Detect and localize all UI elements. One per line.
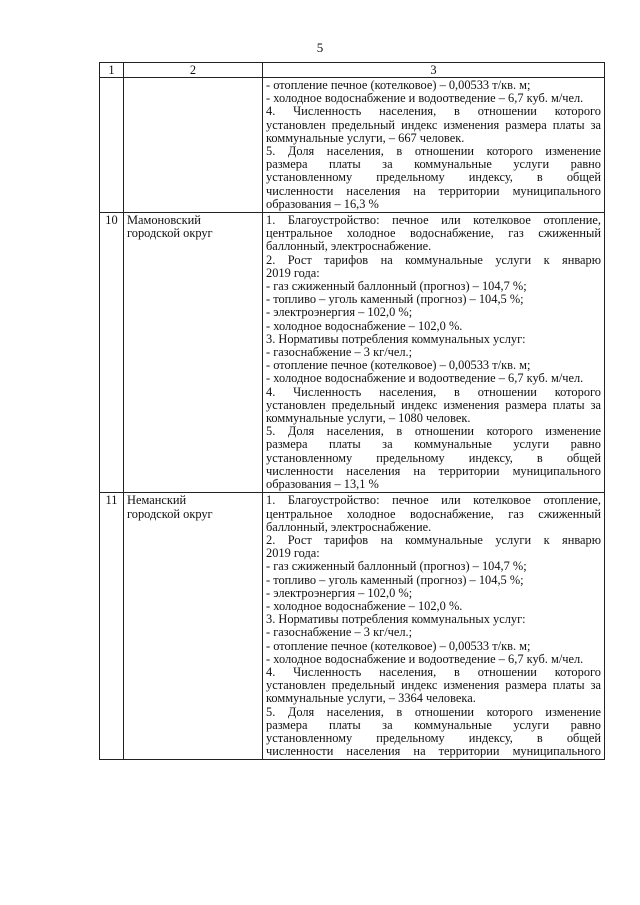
column-header-2: 2 bbox=[124, 63, 263, 78]
content-line: баллонный, электроснабжение. bbox=[266, 239, 432, 254]
content-line: 2. Рост тарифов на коммунальные услуги к январю bbox=[266, 252, 601, 267]
content-line: коммунальные услуги, – 1080 человек. bbox=[266, 411, 471, 426]
content-line: - газ сжиженный баллонный (прогноз) – 104,7 %; bbox=[266, 279, 527, 294]
row-number: 11 bbox=[100, 493, 124, 760]
content-line: установлен предельный индекс изменения размера платы за bbox=[266, 117, 601, 132]
content-line: установлен предельный индекс изменения размера платы за bbox=[266, 678, 601, 693]
content-line: численности населения на территории муниципального bbox=[266, 744, 601, 759]
content-line: 4. Численность населения, в отношении которого bbox=[266, 664, 601, 679]
table-body bbox=[100, 78, 605, 760]
content-line: - газ сжиженный баллонный (прогноз) – 104,7 %; bbox=[266, 559, 527, 574]
page-number: 5 bbox=[316, 40, 324, 55]
content-line: 3. Нормативы потребления коммунальных услуг: bbox=[266, 612, 526, 627]
content-line: - топливо – уголь каменный (прогноз) – 104,5 %; bbox=[266, 572, 524, 587]
content-line: - отопление печное (котелковое) – 0,00533 т/кв. м; bbox=[266, 358, 531, 373]
document-table bbox=[99, 62, 605, 760]
content-line: 3. Нормативы потребления коммунальных услуг: bbox=[266, 331, 526, 346]
content-line: коммунальные услуги, – 667 человек. bbox=[266, 130, 465, 145]
content-line: коммунальные услуги, – 3364 человека. bbox=[266, 691, 476, 706]
table-row bbox=[100, 493, 605, 760]
content-line: образования – 16,3 % bbox=[266, 196, 379, 211]
content-line: численности населения на территории муниципального bbox=[266, 183, 601, 198]
row-number: 10 bbox=[100, 213, 124, 493]
row-number bbox=[100, 78, 124, 213]
content-line: размера платы за коммунальные услуги равно bbox=[266, 437, 601, 452]
content-line: численности населения на территории муниципального bbox=[266, 463, 601, 478]
content-line: 1. Благоустройство: печное или котелковое отопление, bbox=[266, 213, 601, 228]
column-header-3: 3 bbox=[263, 63, 605, 78]
content-line: - электроэнергия – 102,0 %; bbox=[266, 585, 413, 600]
content-line: центральное холодное водоснабжение, газ сжиженный bbox=[266, 506, 601, 521]
content-line: установленному предельному индексу, в общей bbox=[266, 170, 601, 185]
content-line: - топливо – уголь каменный (прогноз) – 104,5 %; bbox=[266, 292, 524, 307]
row-content bbox=[263, 78, 605, 213]
content-line: - отопление печное (котелковое) – 0,00533 т/кв. м; bbox=[266, 78, 531, 92]
municipality-name bbox=[124, 213, 263, 493]
content-line: 2019 года: bbox=[266, 546, 320, 561]
content-line: 2019 года: bbox=[266, 265, 320, 280]
content-line: - электроэнергия – 102,0 %; bbox=[266, 305, 413, 320]
content-line: - холодное водоснабжение – 102,0 %. bbox=[266, 318, 463, 333]
content-line: установленному предельному индексу, в общей bbox=[266, 450, 601, 465]
content-line: 1. Благоустройство: печное или котелковое отопление, bbox=[266, 493, 601, 508]
municipality-name-line: Неманский bbox=[127, 493, 187, 508]
content-line: 5. Доля населения, в отношении которого изменение bbox=[266, 704, 601, 719]
content-line: - отопление печное (котелковое) – 0,00533 т/кв. м; bbox=[266, 638, 531, 653]
table-row bbox=[100, 213, 605, 493]
content-line: образования – 13,1 % bbox=[266, 477, 379, 492]
content-line: - холодное водоснабжение и водоотведение – 6,7 куб. м/чел. bbox=[266, 91, 584, 106]
column-header-1: 1 bbox=[100, 63, 124, 78]
content-line: 4. Численность населения, в отношении которого bbox=[266, 384, 601, 399]
content-line: - холодное водоснабжение и водоотведение – 6,7 куб. м/чел. bbox=[266, 651, 584, 666]
municipality-name bbox=[124, 78, 263, 213]
municipality-name-line: Мамоновский bbox=[127, 213, 201, 228]
content-line: 2. Рост тарифов на коммунальные услуги к январю bbox=[266, 532, 601, 547]
row-content bbox=[263, 493, 605, 760]
content-line: - газоснабжение – 3 кг/чел.; bbox=[266, 625, 413, 640]
content-line: центральное холодное водоснабжение, газ сжиженный bbox=[266, 226, 601, 241]
content-line: - холодное водоснабжение – 102,0 %. bbox=[266, 598, 463, 613]
municipality-name bbox=[124, 493, 263, 760]
content-line: установленному предельному индексу, в общей bbox=[266, 730, 601, 745]
content-line: - холодное водоснабжение и водоотведение – 6,7 куб. м/чел. bbox=[266, 371, 584, 386]
content-line: 5. Доля населения, в отношении которого изменение bbox=[266, 144, 601, 159]
content-line: размера платы за коммунальные услуги равно bbox=[266, 717, 601, 732]
table-header-row bbox=[100, 63, 605, 78]
content-line: 5. Доля населения, в отношении которого изменение bbox=[266, 424, 601, 439]
municipality-name-line: городской округ bbox=[127, 226, 213, 241]
content-line: баллонный, электроснабжение. bbox=[266, 519, 432, 534]
content-line: 4. Численность населения, в отношении которого bbox=[266, 104, 601, 119]
content-line: установлен предельный индекс изменения размера платы за bbox=[266, 397, 601, 412]
content-line: размера платы за коммунальные услуги равно bbox=[266, 157, 601, 172]
row-content bbox=[263, 213, 605, 493]
municipality-name-line: городской округ bbox=[127, 506, 213, 521]
content-line: - газоснабжение – 3 кг/чел.; bbox=[266, 345, 413, 360]
table-row bbox=[100, 78, 605, 213]
